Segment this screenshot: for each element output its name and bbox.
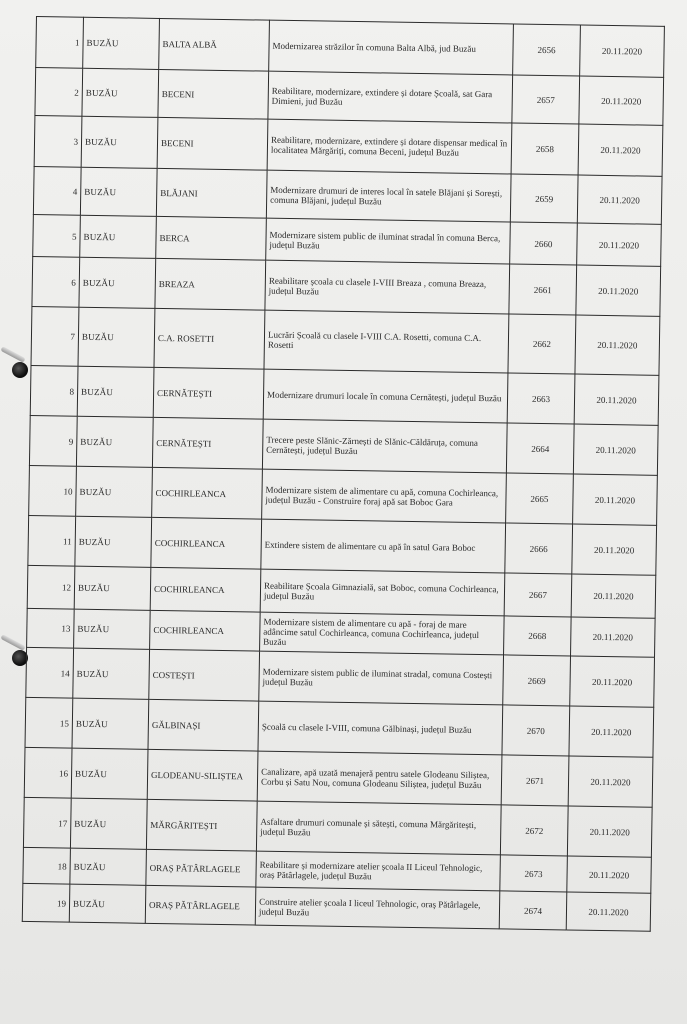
registration-number: 2667: [504, 573, 572, 617]
registration-date: 20.11.2020: [576, 265, 661, 316]
registration-date: 20.11.2020: [567, 806, 652, 857]
locality-cell: BLĂJANI: [156, 168, 267, 218]
county-cell: BUZĂU: [72, 698, 149, 749]
county-cell: BUZĂU: [74, 566, 151, 610]
county-cell: BUZĂU: [74, 609, 151, 649]
county-cell: BUZĂU: [71, 748, 148, 799]
registration-number: 2672: [500, 805, 568, 856]
county-cell: BUZĂU: [81, 116, 158, 168]
project-description: Modernizare sistem public de iluminat stradal, comuna Costești județul Buzău: [259, 651, 504, 705]
locality-cell: CERNĂTEȘTI: [152, 417, 263, 469]
county-cell: BUZĂU: [70, 848, 147, 885]
registration-number: 2671: [501, 755, 569, 806]
county-cell: BUZĂU: [83, 17, 160, 69]
registration-date: 20.11.2020: [569, 706, 654, 757]
registration-number: 2663: [507, 373, 575, 424]
registration-date: 20.11.2020: [574, 374, 659, 425]
locality-cell: COCHIRLEANCA: [151, 517, 262, 569]
locality-cell: BECENI: [158, 69, 269, 119]
project-description: Extindere sistem de alimentare cu apă în satul Gara Boboc: [261, 519, 506, 573]
project-description: Modernizare drumuri de interes local în satele Blăjani și Sorești, comuna Blăjani, județul Buzău: [266, 170, 511, 222]
registration-number: 2670: [502, 705, 570, 756]
county-cell: BUZĂU: [77, 366, 154, 417]
project-description: Construire atelier școala I liceul Tehnologic, oraș Pătârlagele, județul Buzău: [255, 887, 500, 929]
project-description: Modernizare sistem public de iluminat stradal în comuna Berca, județul Buzău: [266, 218, 511, 264]
registration-date: 20.11.2020: [575, 315, 660, 375]
registration-date: 20.11.2020: [572, 524, 657, 575]
registration-date: 20.11.2020: [568, 756, 653, 807]
registration-number: 2657: [512, 75, 580, 124]
registration-number: 2664: [506, 423, 574, 474]
registration-number: 2674: [499, 891, 567, 930]
registration-number: 2673: [500, 855, 568, 892]
registration-date: 20.11.2020: [570, 656, 655, 707]
table-body: [22, 17, 664, 932]
row-number: 11: [28, 515, 76, 566]
row-number: 2: [35, 68, 83, 117]
locality-cell: MĂRGĂRITEȘTI: [146, 799, 257, 851]
project-description: Reabilitare, modernizare, extindere și dotare dispensar medical în localitatea Mărgăriți, comuna Beceni, județul Buzău: [267, 119, 512, 174]
locality-cell: CERNĂTEȘTI: [153, 367, 264, 419]
row-number: 18: [23, 847, 71, 884]
binder-hole: [12, 362, 28, 378]
projects-table: [22, 16, 665, 932]
registration-number: 2659: [510, 174, 578, 223]
registration-date: 20.11.2020: [573, 474, 658, 525]
row-number: 7: [31, 306, 79, 366]
row-number: 3: [34, 115, 82, 167]
project-description: Modernizare drumuri locale în comuna Cernătești, județul Buzău: [263, 369, 508, 423]
project-description: Lucrări Școală cu clasele I-VIII C.A. Rosetti, comuna C.A. Rosetti: [264, 310, 509, 373]
locality-cell: ORAȘ PĂTÂRLAGELE: [146, 849, 257, 887]
row-number: 5: [33, 214, 81, 257]
registration-number: 2662: [508, 314, 576, 374]
project-description: Asfaltare drumuri comunale și sătești, comuna Mărgăritești, județul Buzău: [256, 801, 501, 855]
row-number: 8: [30, 365, 78, 416]
project-description: Modernizarea străzilor în comuna Balta Albă, jud Buzău: [269, 20, 514, 75]
row-number: 4: [33, 166, 81, 215]
registration-date: 20.11.2020: [571, 617, 656, 657]
project-description: Canalizare, apă uzată menajeră pentru satele Glodeanu Siliștea, Corbu și Satu Nou, comuna Glodeanu Siliștea, județul Buzău: [257, 751, 502, 805]
locality-cell: BECENI: [157, 117, 268, 170]
registration-date: 20.11.2020: [567, 856, 652, 893]
locality-cell: GĂLBINAȘI: [148, 699, 259, 751]
project-description: Școală cu clasele I-VIII, comuna Gălbinași, județul Buzău: [258, 701, 503, 755]
project-description: Reabilitare și modernizare atelier școala II Liceul Tehnologic, oraș Pătârlagele, județul Buzău: [256, 851, 501, 891]
project-description: Reabilitare, modernizare, extindere și dotare Școală, sat Gara Dimieni, jud Buzău: [268, 71, 513, 123]
locality-cell: COCHIRLEANCA: [150, 567, 261, 612]
locality-cell: BERCA: [156, 216, 267, 260]
row-number: 13: [27, 608, 75, 648]
locality-cell: GLODEANU-SILIȘTEA: [147, 749, 258, 801]
registration-number: 2661: [509, 264, 577, 315]
row-number: 10: [29, 465, 77, 516]
table-row: [31, 306, 660, 375]
row-number: 19: [22, 883, 70, 922]
registration-number: 2656: [513, 24, 581, 76]
locality-cell: COCHIRLEANCA: [150, 610, 261, 651]
registration-date: 20.11.2020: [566, 892, 651, 931]
registration-number: 2665: [506, 473, 574, 524]
project-description: Trecere peste Slănic-Zărnești de Slănic-Căldăruța, comuna Cernătești, județul Buzău: [262, 419, 507, 473]
locality-cell: BALTA ALBĂ: [159, 18, 270, 71]
county-cell: BUZĂU: [73, 648, 150, 699]
county-cell: BUZĂU: [80, 167, 157, 216]
county-cell: BUZĂU: [80, 215, 157, 258]
county-cell: BUZĂU: [76, 416, 153, 467]
project-description: Reabilitare Școala Gimnazială, sat Boboc, comuna Cochirleanca, județul Buzău: [260, 569, 505, 616]
registration-date: 20.11.2020: [577, 175, 662, 224]
row-number: 1: [36, 17, 84, 69]
county-cell: BUZĂU: [82, 68, 159, 117]
project-description: Reabilitare școala cu clasele I-VIII Breaza , comuna Breaza, județul Buzău: [265, 260, 510, 314]
county-cell: BUZĂU: [79, 257, 156, 308]
project-description: Modernizare sistem de alimentare cu apă - foraj de mare adâncime satul Cochirleanca, comuna Cochirleanca, județul Buzău: [260, 612, 505, 655]
row-number: 15: [25, 697, 73, 748]
registration-number: 2666: [505, 523, 573, 574]
registration-number: 2668: [504, 616, 572, 656]
row-number: 6: [32, 256, 80, 307]
row-number: 12: [27, 565, 75, 609]
locality-cell: COSTEȘTI: [149, 649, 260, 701]
registration-date: 20.11.2020: [580, 25, 665, 77]
row-number: 17: [23, 797, 71, 848]
registration-number: 2669: [503, 655, 571, 706]
registration-date: 20.11.2020: [579, 76, 664, 125]
county-cell: BUZĂU: [75, 516, 152, 567]
registration-date: 20.11.2020: [573, 424, 658, 475]
locality-cell: ORAȘ PĂTÂRLAGELE: [145, 885, 256, 925]
registration-date: 20.11.2020: [578, 124, 663, 176]
registration-number: 2658: [511, 123, 579, 175]
row-number: 9: [29, 415, 77, 466]
locality-cell: C.A. ROSETTI: [154, 308, 265, 369]
project-description: Modernizare sistem de alimentare cu apă, comuna Cochirleanca, județul Buzău - Construire foraj apă sat Boboc Gara: [262, 469, 507, 523]
county-cell: BUZĂU: [69, 884, 146, 923]
registration-number: 2660: [510, 222, 578, 265]
county-cell: BUZĂU: [78, 307, 155, 367]
county-cell: BUZĂU: [70, 798, 147, 849]
locality-cell: BREAZA: [155, 258, 266, 310]
registration-date: 20.11.2020: [577, 223, 662, 266]
county-cell: BUZĂU: [76, 466, 153, 517]
row-number: 16: [24, 747, 72, 798]
row-number: 14: [26, 647, 74, 698]
locality-cell: COCHIRLEANCA: [152, 467, 263, 519]
registration-date: 20.11.2020: [571, 574, 656, 618]
